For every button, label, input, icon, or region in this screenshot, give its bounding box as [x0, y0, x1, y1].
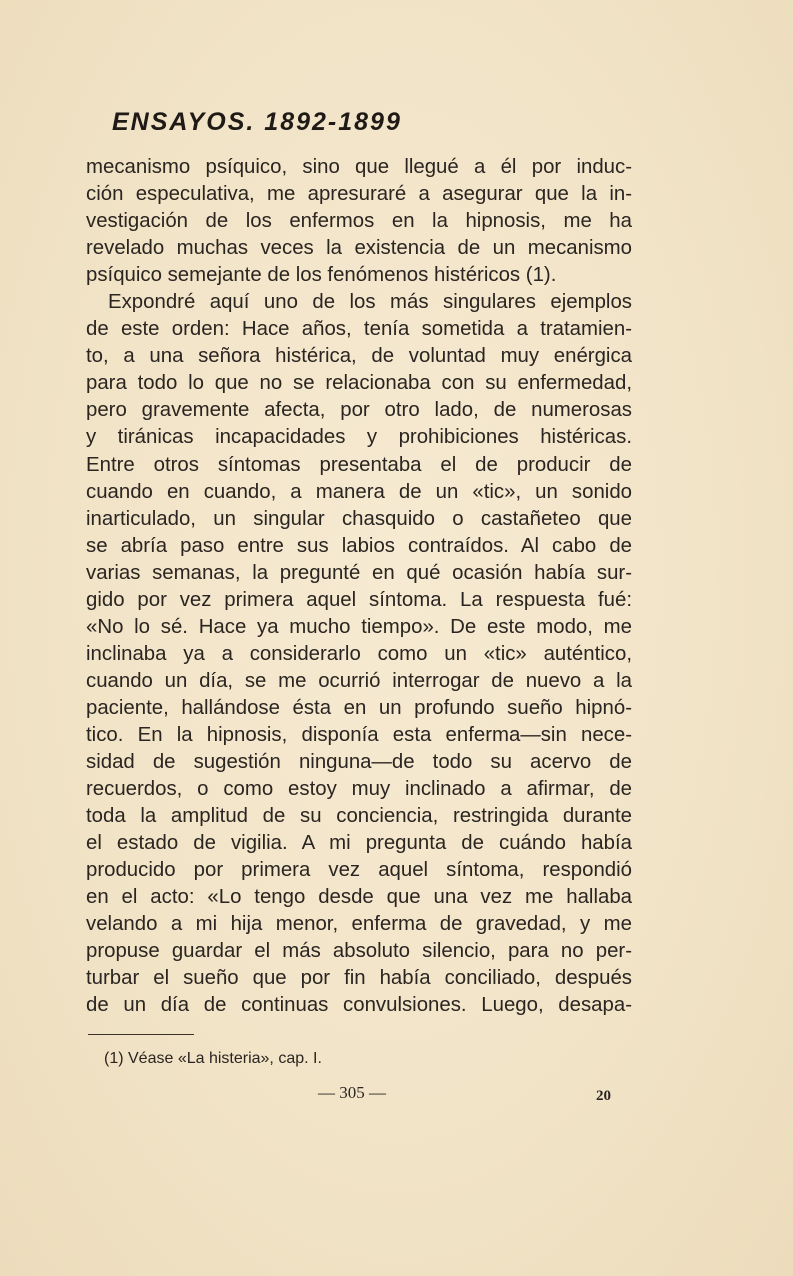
page-number: — 305 —: [318, 1083, 386, 1102]
text-line: «No lo sé. Hace ya mucho tiempo». De este modo, me: [86, 615, 632, 638]
text-line: toda la amplitud de su conciencia, restringida durante: [86, 805, 632, 828]
text-line: psíquico semejante de los fenómenos histéricos (1).: [86, 264, 557, 287]
text-line: recuerdos, o como estoy muy inclinado a afirmar, de: [86, 778, 632, 801]
text-line: en el acto: «Lo tengo desde que una vez me hallaba: [86, 886, 632, 909]
text-line: cuando un día, se me ocurrió interrogar de nuevo a la: [86, 669, 632, 692]
paragraph-1: [86, 154, 632, 289]
running-head: [112, 108, 644, 137]
text-line: to, a una señora histérica, de voluntad muy enérgica: [86, 345, 632, 368]
text-line: propuse guardar el más absoluto silencio, para no per-: [86, 940, 632, 963]
running-head-title: ENSAYOS. 1892-1899: [112, 108, 402, 136]
text-line: inarticulado, un singular chasquido o castañeteo que: [86, 507, 632, 530]
text-line: cuando en cuando, a manera de un «tic», un sonido: [86, 480, 632, 503]
text-line: varias semanas, la pregunté en qué ocasión había sur-: [86, 561, 632, 584]
text-line: turbar el sueño que por fin había conciliado, después: [86, 967, 632, 990]
text-line: vestigación de los enfermos en la hipnosis, me ha: [86, 210, 632, 233]
text-line: gido por vez primera aquel síntoma. La respuesta fué:: [86, 588, 632, 611]
text-line: producido por primera vez aquel síntoma, respondió: [86, 859, 632, 882]
text-line: revelado muchas veces la existencia de un mecanismo: [86, 237, 632, 260]
text-line: ción especulativa, me apresuraré a asegurar que la in-: [86, 183, 632, 206]
signature-mark: 20: [596, 1088, 611, 1104]
text-line: inclinaba ya a considerarlo como un «tic» auténtico,: [86, 642, 632, 665]
text-line: para todo lo que no se relacionaba con su enfermedad,: [86, 372, 632, 395]
text-line: velando a mi hija menor, enferma de gravedad, y me: [86, 913, 632, 936]
text-line: mecanismo psíquico, sino que llegué a él por induc-: [86, 156, 632, 178]
text-line: de un día de continuas convulsiones. Luego, desapa-: [86, 994, 632, 1017]
text-line: sidad de sugestión ninguna—de todo su acervo de: [86, 751, 632, 774]
text-line: paciente, hallándose ésta en un profundo sueño hipnó-: [86, 696, 632, 719]
text-line: se abría paso entre sus labios contraídos. Al cabo de: [86, 534, 632, 557]
paragraph-2: [86, 289, 632, 1019]
footnote-rule: [88, 1034, 194, 1035]
text-line: pero gravemente afecta, por otro lado, de numerosas: [86, 399, 632, 422]
footnote: (1) Véase «La histeria», cap. I.: [104, 1050, 322, 1067]
text-line: el estado de vigilia. A mi pregunta de cuándo había: [86, 832, 632, 855]
text-line: de este orden: Hace años, tenía sometida a tratamien-: [86, 318, 632, 341]
body-text: [86, 154, 632, 1020]
text-line: tico. En la hipnosis, disponía esta enferma—sin nece-: [86, 723, 632, 746]
text-line: Expondré aquí uno de los más singulares ejemplos: [108, 291, 632, 314]
text-line: Entre otros síntomas presentaba el de producir de: [86, 453, 632, 476]
text-line: y tiránicas incapacidades y prohibiciones histéricas.: [86, 426, 632, 449]
